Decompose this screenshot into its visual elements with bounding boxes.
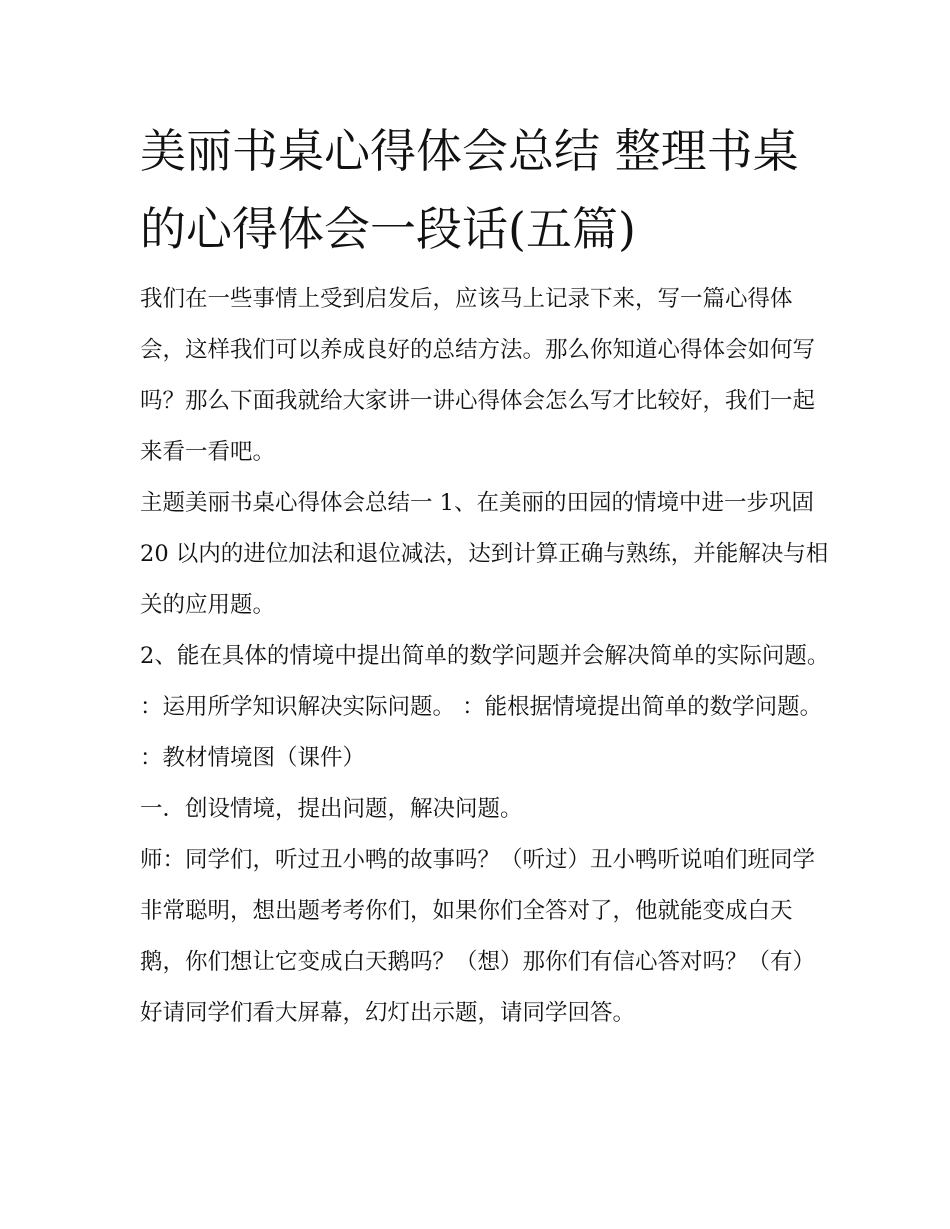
paragraph-section-heading: 一．创设情境，提出问题，解决问题。 xyxy=(140,796,523,822)
paragraph-teacher-dialogue: 师：同学们，听过丑小鸭的故事吗？（听过）丑小鸭听说咱们班同学非常聪明，想出题考考你们，如果你们全答对了，他就能变成白天鹅，你们想让它变成白天鹅吗？（想）那你们有信心答对吗？（有）好请同学们看大屏幕，幻灯出示题，请同学回答。 xyxy=(140,847,816,1026)
paragraph-topic-1: 主题美丽书桌心得体会总结一 1、在美丽的田园的情境中进一步巩固 20 以内的进位加法和退位减法，达到计算正确与熟练，并能解决与相关的应用题。 xyxy=(140,490,829,618)
paragraph-intro: 我们在一些事情上受到启发后，应该马上记录下来，写一篇心得体会，这样我们可以养成良好的总结方法。那么你知道心得体会如何写吗？那么下面我就给大家讲一讲心得体会怎么写才比较好，我们一起来看一看吧。 xyxy=(140,286,816,465)
document-title: 美丽书桌心得体会总结 整理书桌的心得体会一段话(五篇) xyxy=(140,124,799,256)
document-body xyxy=(140,112,830,1039)
paragraph-topic-2: 2、能在具体的情境中提出简单的数学问题并会解决简单的实际问题。 ：运用所学知识解决实际问题。 ：能根据情境提出简单的数学问题。 ：教材情境图（课件） xyxy=(140,643,830,771)
